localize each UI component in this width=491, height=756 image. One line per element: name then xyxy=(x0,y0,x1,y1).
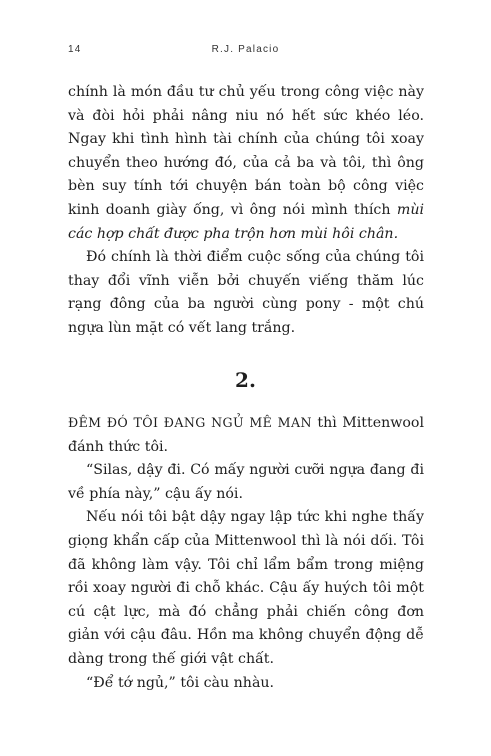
lead-in-smallcaps: ĐÊM ĐÓ TÔI ĐANG NGỦ MÊ MAN xyxy=(68,415,312,430)
page-number: 14 xyxy=(68,44,82,55)
paragraph-text: chính là món đầu tư chủ yếu trong công việc này và đòi hỏi phải nâng niu nó hết sức khéo léo. Ngay khi tình hình tài chính của chúng tôi xoay chuyển theo hướng đó, của cả ba và tôi, thì ông bèn suy tính tới chuyện bán toàn bộ công việc kinh doanh giày ống, vì ông nói mình thích xyxy=(68,84,424,218)
italic-phrase: mùi các hợp chất được pha trộn hơn mùi hôi chân. xyxy=(68,201,424,242)
text-block-top xyxy=(68,81,424,341)
chapter-opening-paragraph xyxy=(68,411,424,459)
text-block-chapter xyxy=(68,411,424,695)
paragraph: “Để tớ ngủ,” tôi càu nhàu. xyxy=(86,674,275,691)
running-header xyxy=(68,44,423,60)
paragraph: Nếu nói tôi bật dậy ngay lập tức khi nghe thấy giọng khẩn cấp của Mittenwool thì là nói dối. Tôi đã không làm vậy. Tôi chỉ lẩm bẩm trong miệng rồi xoay người đi chỗ khác. Cậu ấy huých tôi một cú cật lực, mà đó chẳng phải chiến công đơn giản với cậu đâu. Hồn ma không chuyển động dễ dàng trong thế giới vật chất. xyxy=(68,509,424,667)
paragraph: “Silas, dậy đi. Có mấy người cưỡi ngựa đang đi về phía này,” cậu ấy nói. xyxy=(68,462,424,502)
paragraph-text: thì Mittenwool đánh thức tôi. xyxy=(68,415,424,455)
author-name: R.J. Palacio xyxy=(211,44,280,55)
paragraph-continuation xyxy=(68,81,424,246)
chapter-heading: 2. xyxy=(235,368,256,392)
paragraph: Đó chính là thời điểm cuộc sống của chúng tôi thay đổi vĩnh viễn bởi chuyến viếng thăm lúc rạng đông của ba người cùng pony - một chú ngựa lùn mặt có vết lang trắng. xyxy=(68,249,424,336)
